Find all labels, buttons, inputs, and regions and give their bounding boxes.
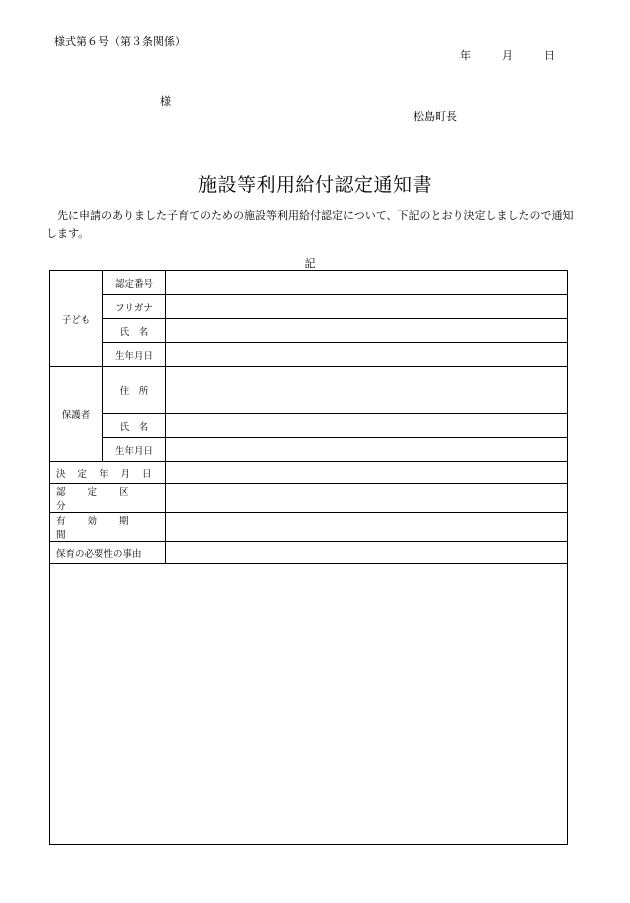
cert-number-value[interactable] bbox=[166, 271, 568, 295]
guardian-birthdate-label: 生年月日 bbox=[103, 438, 166, 462]
cert-number-label: 認定番号 bbox=[103, 271, 166, 295]
child-birthdate-label: 生年月日 bbox=[103, 343, 166, 367]
certification-class-value[interactable] bbox=[166, 484, 568, 513]
child-furigana-label: フリガナ bbox=[103, 295, 166, 319]
date-line bbox=[460, 47, 555, 63]
guardian-address-label: 住 所 bbox=[103, 367, 166, 414]
guardian-name-value[interactable] bbox=[166, 414, 568, 438]
necessity-reason-value[interactable] bbox=[166, 542, 568, 564]
child-name-label: 氏 名 bbox=[103, 319, 166, 343]
recipient-suffix: 様 bbox=[160, 95, 171, 108]
certification-table bbox=[49, 270, 568, 845]
child-group-label: 子ども bbox=[50, 271, 103, 367]
child-name-value[interactable] bbox=[166, 319, 568, 343]
date-year: 年 bbox=[460, 49, 471, 62]
date-day: 日 bbox=[544, 49, 555, 62]
document-title: 施設等利用給付認定通知書 bbox=[197, 174, 432, 196]
validity-period-label: 有効期間 bbox=[50, 513, 166, 542]
guardian-group-label: 保護者 bbox=[50, 367, 103, 462]
body-text: 先に申請のありました子育てのための施設等利用給付認定について、下記のとおり決定しましたので通知します。 bbox=[46, 209, 574, 240]
certification-class-label: 認定区分 bbox=[50, 484, 166, 513]
decision-date-value[interactable] bbox=[166, 462, 568, 484]
validity-period-value[interactable] bbox=[166, 513, 568, 542]
ki-heading: 記 bbox=[304, 257, 316, 270]
form-number: 様式第６号（第３条関係） bbox=[54, 35, 186, 48]
necessity-reason-detail-area[interactable] bbox=[50, 564, 568, 845]
decision-date-label: 決定年月日 bbox=[50, 462, 166, 484]
issuer: 松島町長 bbox=[413, 110, 457, 123]
child-birthdate-value[interactable] bbox=[166, 343, 568, 367]
guardian-address-value[interactable] bbox=[166, 367, 568, 414]
guardian-name-label: 氏 名 bbox=[103, 414, 166, 438]
necessity-reason-label: 保育の必要性の事由 bbox=[50, 542, 166, 564]
guardian-birthdate-value[interactable] bbox=[166, 438, 568, 462]
child-furigana-value[interactable] bbox=[166, 295, 568, 319]
date-month: 月 bbox=[502, 49, 513, 62]
